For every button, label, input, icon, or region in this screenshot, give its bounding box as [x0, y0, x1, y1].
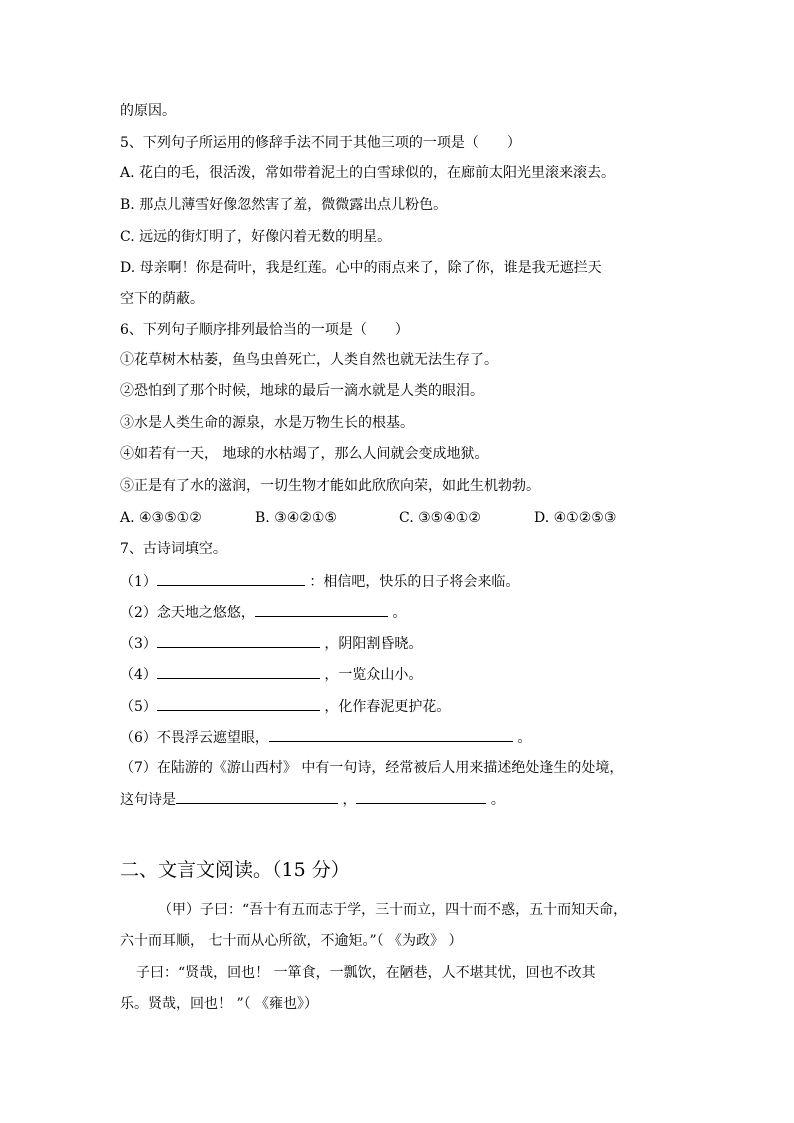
item-text: （2）念天地之悠悠，	[120, 605, 255, 621]
poem-item-3	[120, 633, 422, 654]
reading-para-1: （甲）子曰：“吾十有五而志于学，三十而立，四十而不惑，五十而知天命，	[158, 902, 628, 918]
poem-item-1	[120, 571, 519, 592]
q5-option-c: C. 远远的街灯明了，好像闪着无数的明星。	[120, 229, 392, 245]
q6-options	[120, 508, 616, 528]
answer-blank[interactable]	[157, 571, 305, 586]
item-text: ，阴阳割昏晓。	[319, 636, 423, 652]
question-7: 7、古诗词填空。	[120, 541, 227, 557]
poem-item-7: （7）在陆游的《游山西村》 中有一句诗，经常被后人用来描述绝处逢生的处境，	[120, 760, 624, 776]
sentence-2: ②恐怕到了那个时候，地球的最后一滴水就是人类的眼泪。	[120, 383, 484, 399]
q5-option-a: A. 花白的毛，很活泼，常如带着泥土的白雪球似的，在廊前太阳光里滚来滚去。	[120, 165, 616, 181]
item-label: （4）	[120, 667, 157, 683]
sentence-1: ①花草树木枯萎，鱼鸟虫兽死亡，人类自然也就无法生存了。	[120, 352, 498, 368]
reading-para-1-cont: 六十而耳顺， 七十而从心所欲，不逾矩。”（ 《为政》 ）	[120, 933, 463, 949]
item-text: （6）不畏浮云遮望眼，	[120, 730, 269, 746]
text-line: 的原因。	[120, 103, 176, 119]
poem-item-7-answer	[120, 789, 505, 810]
q6-option-d: D. ④①②⑤③	[534, 510, 617, 526]
answer-blank[interactable]	[157, 696, 320, 711]
answer-blank[interactable]	[176, 789, 338, 804]
reading-para-2-cont: 乐。贤哉，回也！ ”（ 《雍也》）	[120, 996, 319, 1012]
answer-blank[interactable]	[157, 633, 320, 648]
poem-item-4	[120, 664, 422, 685]
item-text: ，一览众山小。	[319, 667, 423, 683]
q6-option-a: A. ④③⑤①②	[120, 510, 202, 526]
question-6: 6、下列句子顺序排列最恰当的一项是（ ）	[120, 322, 409, 338]
item-label: （3）	[120, 636, 157, 652]
question-5: 5、下列句子所运用的修辞手法不同于其他三项的一项是（ ）	[120, 135, 521, 151]
answer-blank[interactable]	[269, 727, 513, 742]
answer-blank[interactable]	[157, 664, 320, 679]
poem-item-5	[120, 696, 450, 717]
q6-option-b: B. ③④②①⑤	[255, 510, 337, 526]
poem-item-2	[120, 602, 406, 623]
q5-option-d-cont: 空下的荫蔽。	[120, 291, 204, 307]
answer-blank[interactable]	[356, 789, 486, 804]
section-heading: 二、文言文阅读。（15 分）	[120, 859, 350, 881]
item-text: 。	[486, 792, 505, 808]
item-text: ，化作春泥更护花。	[319, 699, 451, 715]
answer-blank[interactable]	[255, 602, 388, 617]
item-label: （5）	[120, 699, 157, 715]
q5-option-b: B. 那点儿薄雪好像忽然害了羞，微微露出点儿粉色。	[120, 197, 448, 213]
reading-para-2: 子曰：“贤哉，回也！ 一箪食，一瓢饮，在陋巷，人不堪其忧，回也不改其	[136, 965, 596, 981]
item-text: 这句诗是	[120, 792, 176, 808]
sentence-5: ⑤正是有了水的滋润，一切生物才能如此欣欣向荣，如此生机勃勃。	[120, 478, 540, 494]
poem-item-6	[120, 727, 531, 748]
q6-option-c: C. ③⑤④①②	[399, 510, 481, 526]
item-text: ：相信吧，快乐的日子将会来临。	[304, 574, 520, 590]
item-text: ，	[338, 792, 357, 808]
q5-option-d: D. 母亲啊！你是荷叶，我是红莲。心中的雨点来了，除了你，谁是我无遮拦天	[120, 260, 602, 276]
sentence-4: ④如若有一天， 地球的水枯竭了，那么人间就会变成地狱。	[120, 446, 489, 462]
item-text: 。	[387, 605, 407, 621]
sentence-3: ③水是人类生命的源泉，水是万物生长的根基。	[120, 415, 414, 431]
item-text: 。	[512, 730, 532, 746]
item-label: （1）	[120, 574, 157, 590]
